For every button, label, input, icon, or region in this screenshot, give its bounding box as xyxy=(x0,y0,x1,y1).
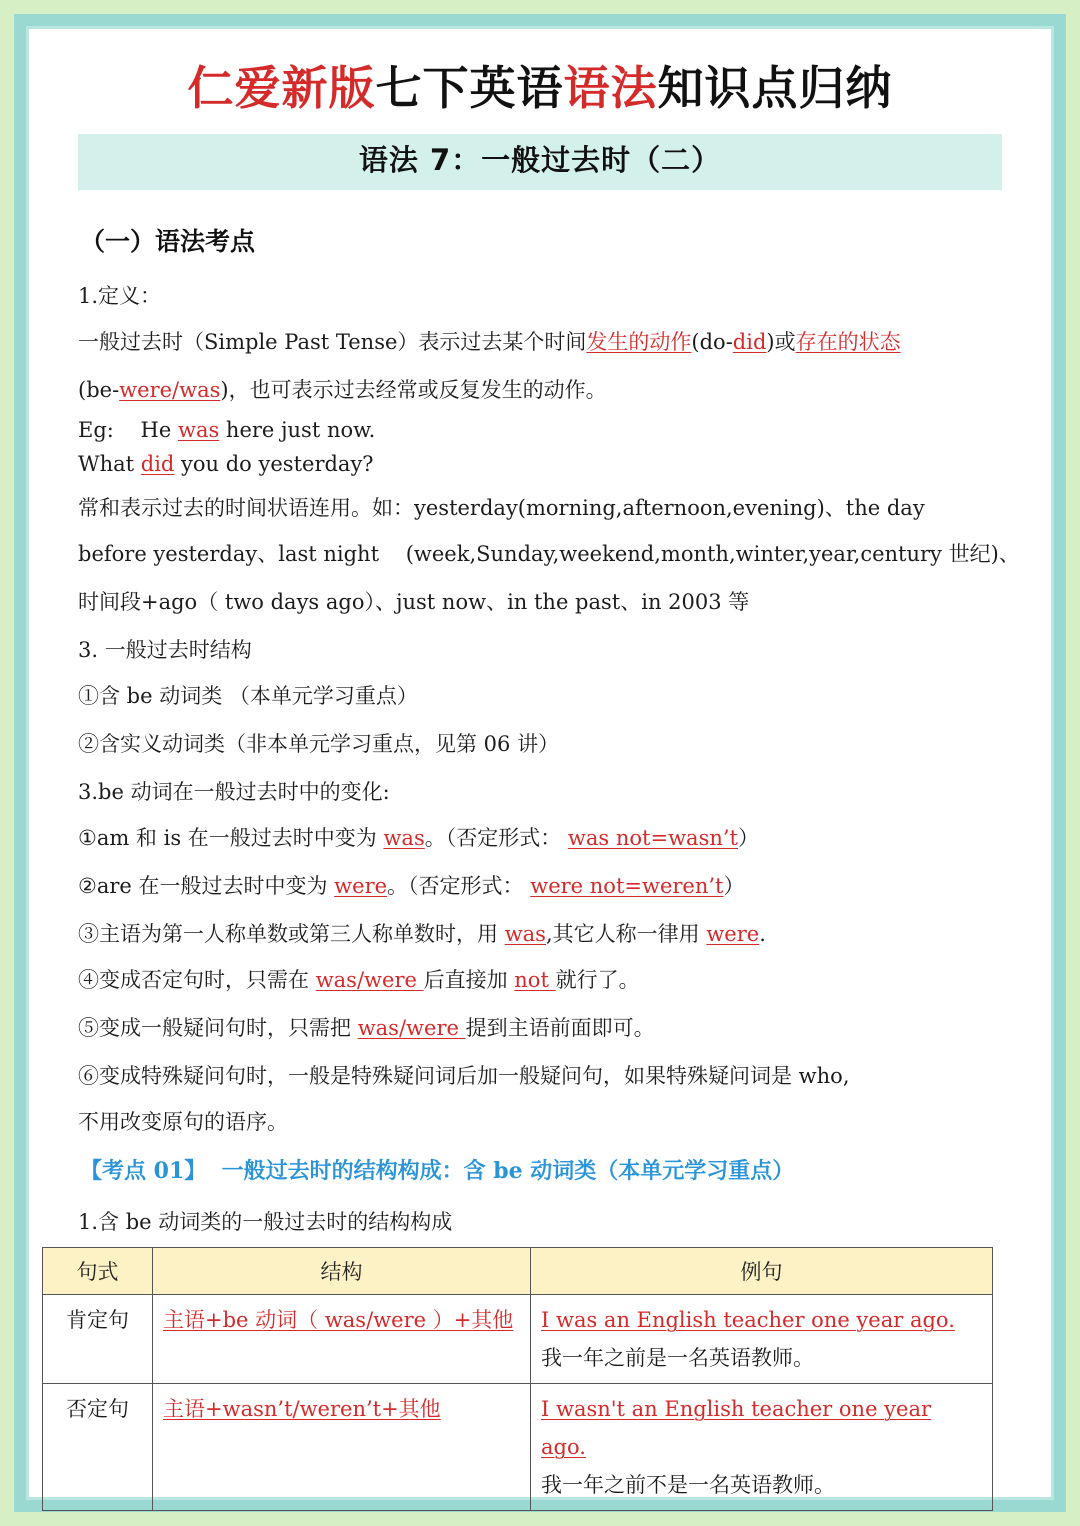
definition-line-2: (be-were/was)，也可表示过去经常或反复发生的动作。 xyxy=(78,378,607,402)
header-example: 例句 xyxy=(531,1248,993,1295)
structure-table xyxy=(42,1247,993,1511)
row-structure: 主语+be 动词（ was/were ）+其他 xyxy=(153,1295,531,1384)
example-1: Eg: He was here just now. xyxy=(78,418,376,442)
table-header-row xyxy=(43,1248,993,1295)
rule-3: ③主语为第一人称单数或第三人称单数时，用 was,其它人称一律用 were. xyxy=(78,922,766,946)
title-part-2: 七下英语 xyxy=(375,61,564,115)
adverbial-line-2: before yesterday、last night (week,Sunday,weekend,month,winter,year,century 世纪)、 xyxy=(78,542,1020,566)
row-example xyxy=(531,1384,993,1511)
be-change-heading: 3.be 动词在一般过去时中的变化: xyxy=(78,780,390,804)
table-row xyxy=(43,1384,993,1511)
example-english: I wasn't an English teacher one year ago. xyxy=(541,1397,932,1459)
row-type: 肯定句 xyxy=(43,1295,153,1384)
title-part-4: 知识点归纳 xyxy=(657,61,893,115)
row-structure: 主语+wasn’t/weren’t+其他 xyxy=(153,1384,531,1511)
page-title xyxy=(0,52,1080,118)
structure-item-1: ①含 be 动词类 （本单元学习重点） xyxy=(78,684,418,708)
kaodian-heading: 【考点 01】 一般过去时的结构构成：含 be 动词类（本单元学习重点） xyxy=(80,1158,795,1184)
definition-line-1: 一般过去时（Simple Past Tense）表示过去某个时间发生的动作(do-did)或存在的状态 xyxy=(78,330,901,354)
header-structure: 结构 xyxy=(153,1248,531,1295)
rule-6b: 不用改变原句的语序。 xyxy=(78,1110,288,1134)
rule-1: ①am 和 is 在一般过去时中变为 was。（否定形式： was not=wasn’t） xyxy=(78,826,759,850)
rule-5: ⑤变成一般疑问句时，只需把 was/were 提到主语前面即可。 xyxy=(78,1016,655,1040)
example-english: I was an English teacher one year ago. xyxy=(541,1308,955,1332)
title-part-1: 仁爱新版 xyxy=(187,61,376,115)
rule-6a: ⑥变成特殊疑问句时，一般是特殊疑问词后加一般疑问句，如果特殊疑问词是 who, xyxy=(78,1064,850,1088)
section-heading: （一）语法考点 xyxy=(80,227,256,256)
row-example xyxy=(531,1295,993,1384)
adverbial-line-1: 常和表示过去的时间状语连用。如：yesterday(morning,afternoon,evening)、the day xyxy=(78,496,925,520)
example-2: What did you do yesterday? xyxy=(78,452,374,476)
subtitle-band: 语法 7：一般过去时（二） xyxy=(78,134,1002,190)
definition-label: 1.定义： xyxy=(78,284,162,308)
adverbial-line-3: 时间段+ago（ two days ago）、just now、in the past、in 2003 等 xyxy=(78,590,750,614)
structure-item-2: ②含实义动词类（非本单元学习重点，见第 06 讲） xyxy=(78,732,560,756)
header-sentence-type: 句式 xyxy=(43,1248,153,1295)
example-chinese: 我一年之前是一名英语教师。 xyxy=(541,1346,814,1370)
rule-4: ④变成否定句时，只需在 was/were 后直接加 not 就行了。 xyxy=(78,968,640,992)
table-intro: 1.含 be 动词类的一般过去时的结构构成 xyxy=(78,1210,453,1234)
structure-heading: 3. 一般过去时结构 xyxy=(78,638,252,662)
rule-2: ②are 在一般过去时中变为 were。（否定形式： were not=weren’t） xyxy=(78,874,745,898)
row-type: 否定句 xyxy=(43,1384,153,1511)
table-row xyxy=(43,1295,993,1384)
example-chinese: 我一年之前不是一名英语教师。 xyxy=(541,1473,835,1497)
title-part-3: 语法 xyxy=(563,61,658,115)
